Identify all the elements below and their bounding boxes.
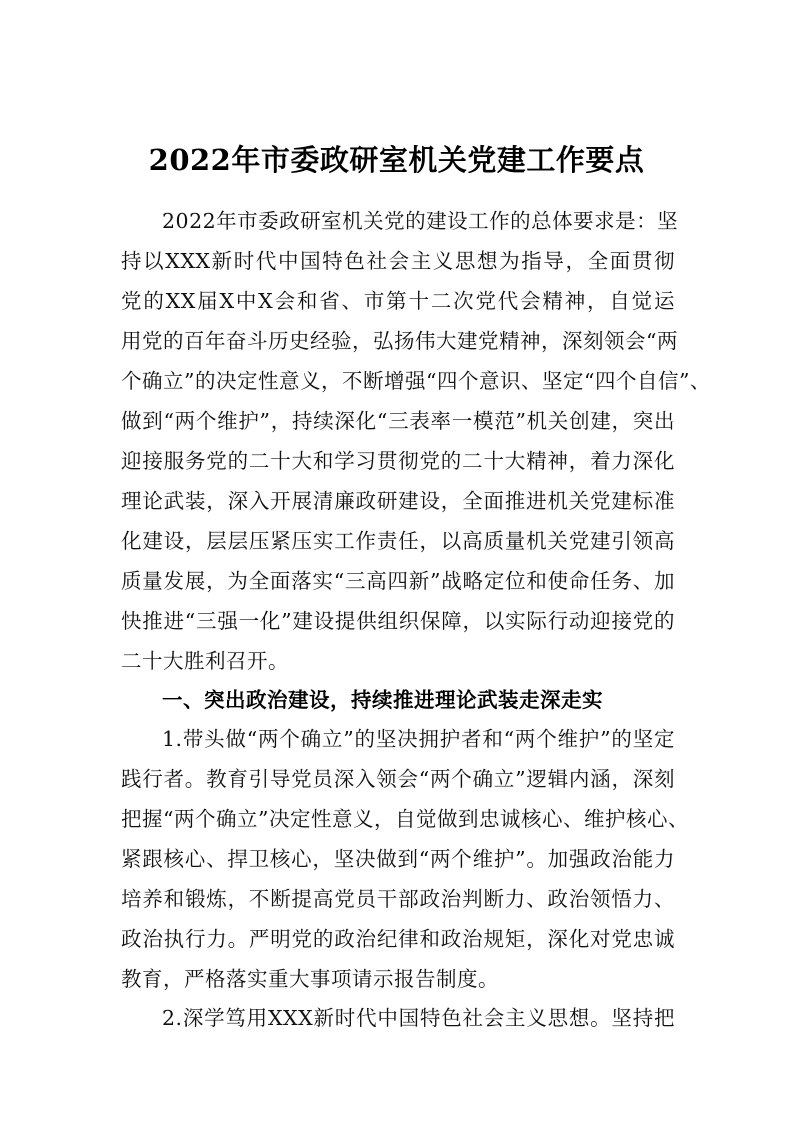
intro-line: 用党的百年奋斗历史经验，弘扬伟大建党精神，深刻领会“两	[121, 329, 678, 353]
intro-line: 2022年市委政研室机关党的建设工作的总体要求是：坚	[162, 209, 679, 233]
intro-line: 做到“两个维护”，持续深化“三表率一模范”机关创建，突出	[121, 409, 675, 433]
section-heading: 一、突出政治建设，持续推进理论武装走深走实	[162, 688, 603, 712]
item2-line: 2.深学笃用XXX新时代中国特色社会主义思想。坚持把	[162, 1006, 675, 1030]
item1-line: 教育，严格落实重大事项请示报告制度。	[121, 967, 499, 991]
item1-line: 践行者。教育引导党员深入领会“两个确立”逻辑内涵，深刻	[121, 767, 675, 791]
intro-line: 质量发展，为全面落实“三高四新”战略定位和使命任务、加	[121, 569, 675, 593]
item1-line: 紧跟核心、捍卫核心，坚决做到“两个维护”。加强政治能力	[121, 847, 675, 871]
item1-line: 政治执行力。严明党的政治纪律和政治规矩，深化对党忠诚	[121, 927, 675, 951]
intro-line: 党的XX届X中X会和省、市第十二次党代会精神，自觉运	[121, 289, 675, 313]
intro-line: 二十大胜利召开。	[121, 649, 289, 673]
intro-line: 化建设，层层压紧压实工作责任，以高质量机关党建引领高	[121, 529, 675, 553]
item1-line: 培养和锻炼，不断提高党员干部政治判断力、政治领悟力、	[121, 887, 675, 911]
intro-line: 迎接服务党的二十大和学习贯彻党的二十大精神，着力深化	[121, 449, 675, 473]
item1-line: 把握“两个确立”决定性意义，自觉做到忠诚核心、维护核心、	[121, 807, 689, 831]
intro-line: 快推进“三强一化”建设提供组织保障，以实际行动迎接党的	[121, 609, 675, 633]
intro-line: 持以XXX新时代中国特色社会主义思想为指导，全面贯彻	[121, 249, 675, 273]
document-title: 2022年市委政研室机关党建工作要点	[148, 143, 645, 177]
intro-line: 个确立”的决定性意义，不断增强“四个意识、坚定“四个自信”、	[121, 369, 711, 393]
item1-line: 1.带头做“两个确立”的坚决拥护者和“两个维护”的坚定	[162, 727, 675, 751]
intro-line: 理论武装，深入开展清廉政研建设，全面推进机关党建标准	[121, 489, 675, 513]
